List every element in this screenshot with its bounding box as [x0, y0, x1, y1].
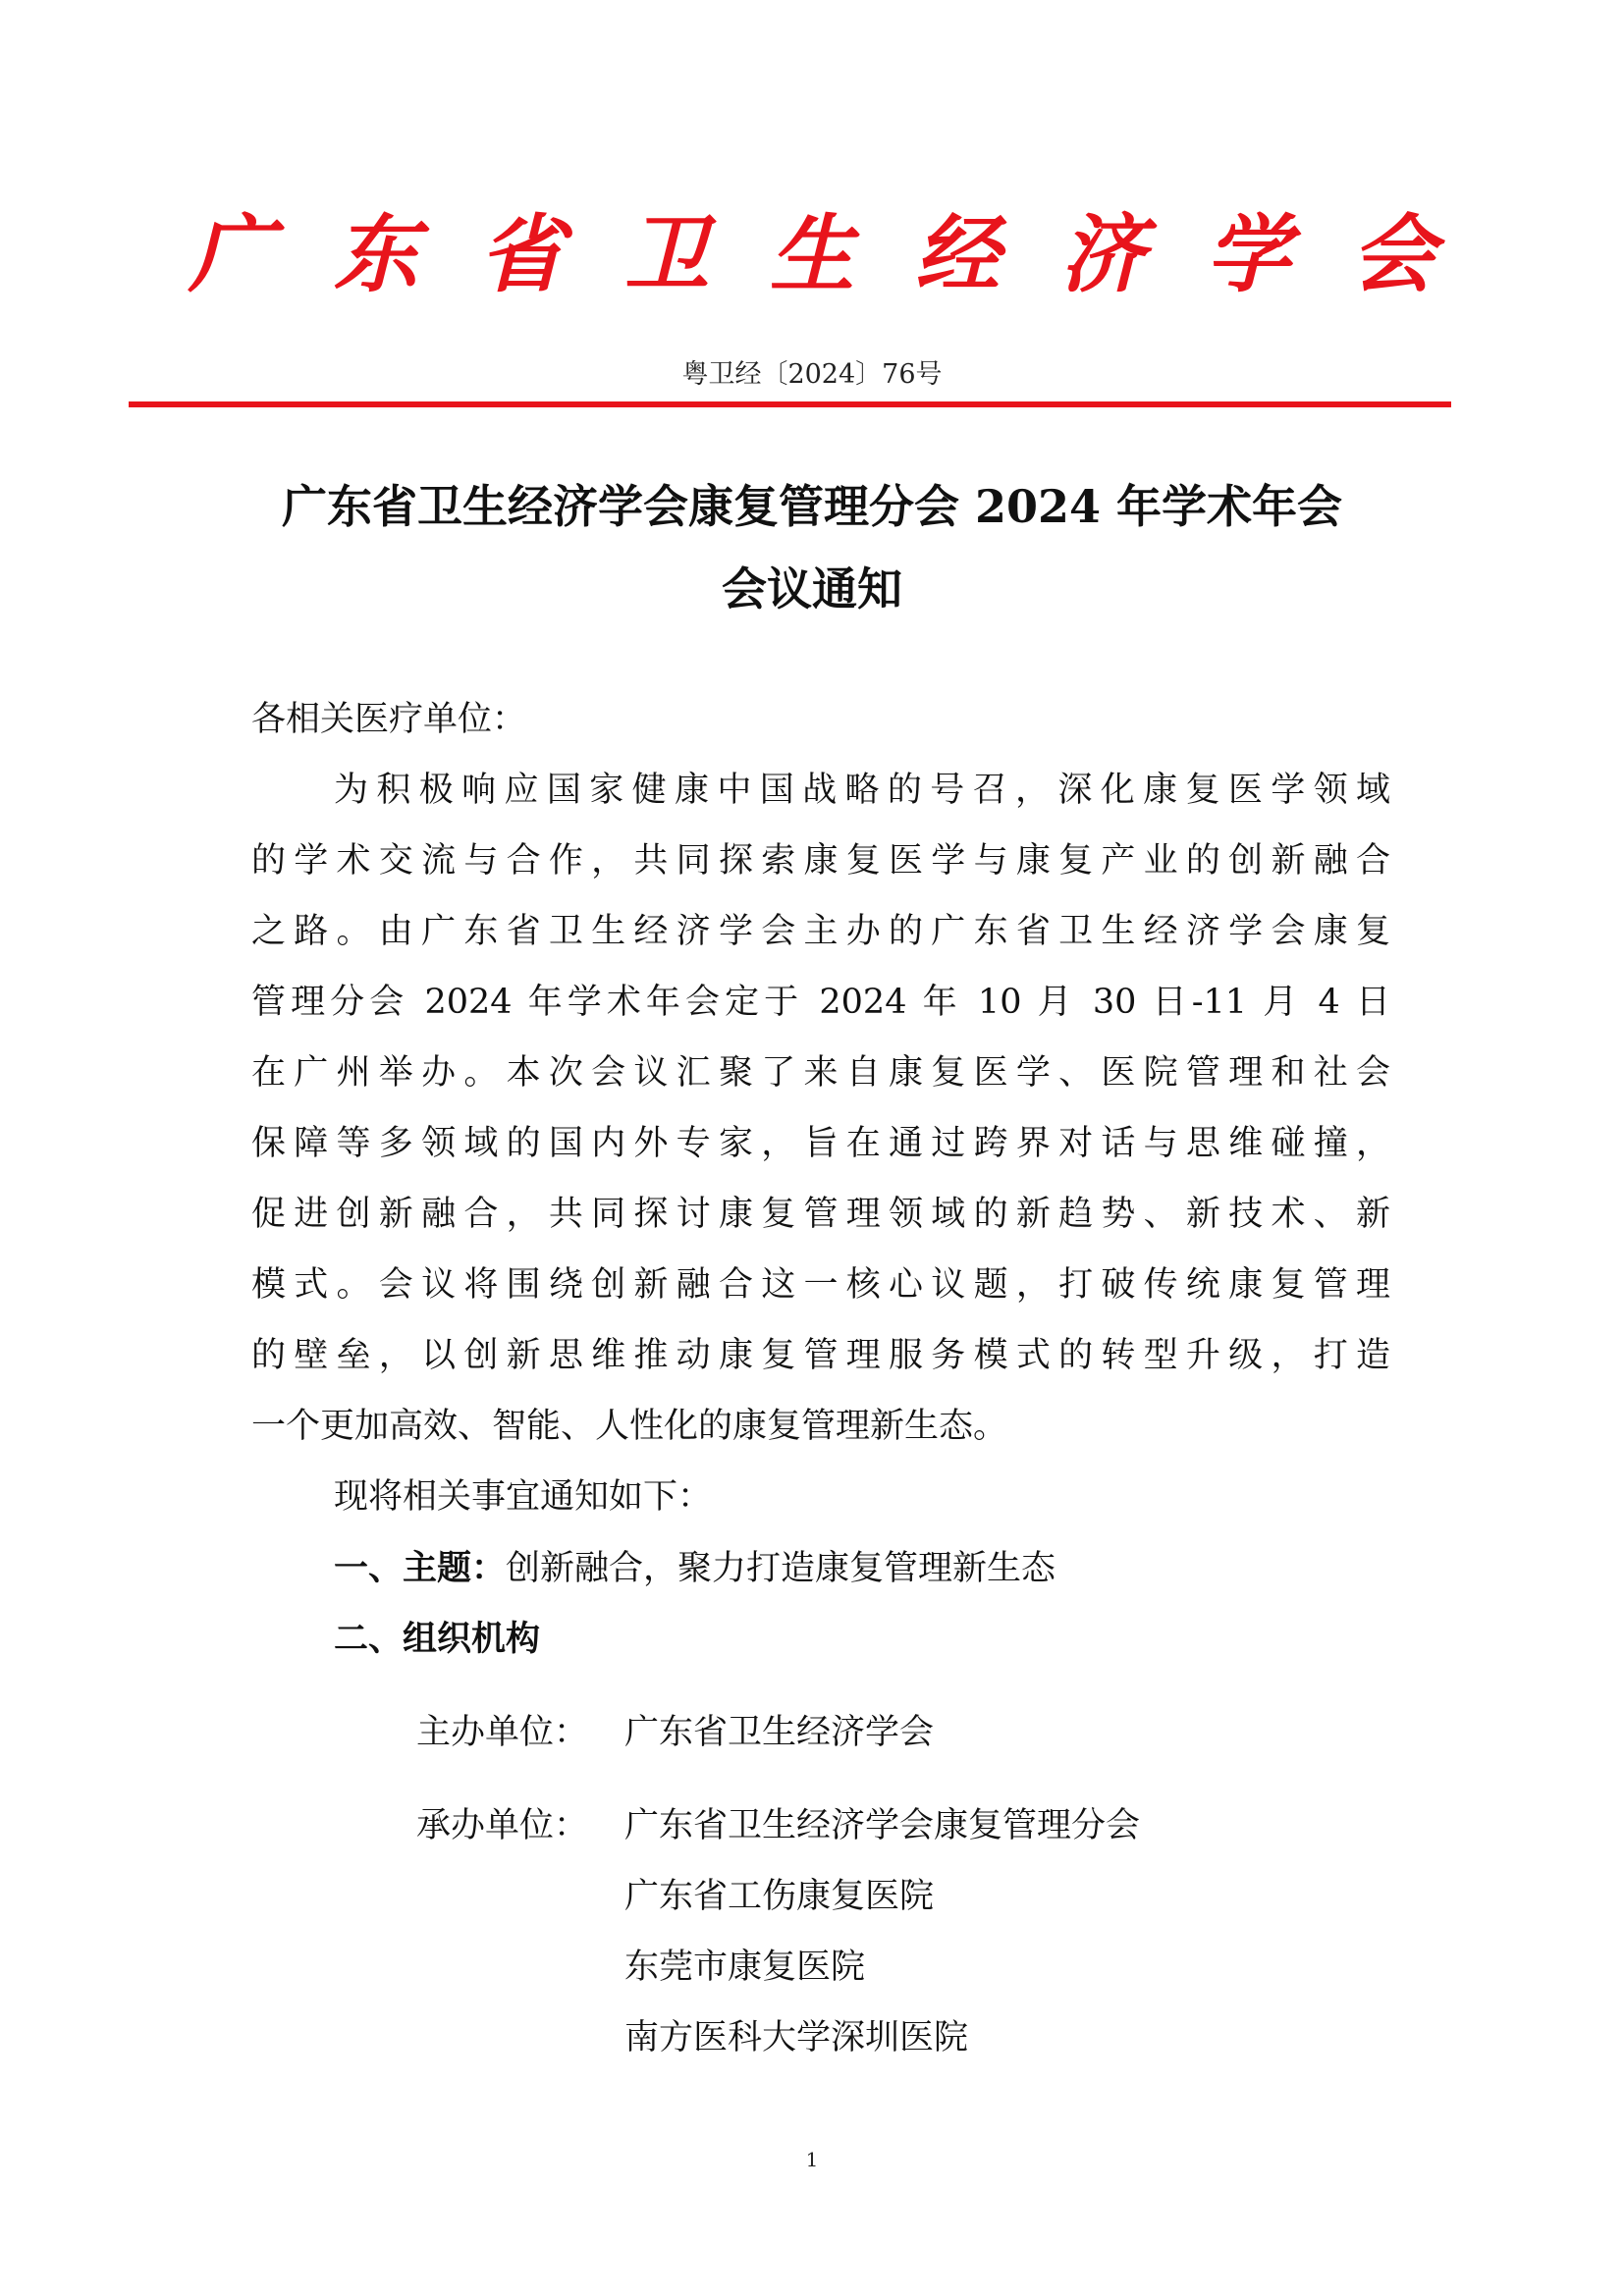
masthead: 广东省卫生经济学会 — [189, 205, 1496, 304]
body-line: 一个更加高效、智能、人性化的康复管理新生态。 — [251, 1407, 1008, 1446]
body-line: 保障等多领域的国内外专家，旨在通过跨界对话与思维碰撞， — [251, 1124, 1390, 1163]
section-1-heading: 一、主题： — [334, 1548, 507, 1588]
page-title-line1: 广东省卫生经济学会康复管理分会 2024 年学术年会 — [281, 480, 1343, 533]
page-title-line2: 会议通知 — [722, 562, 902, 615]
co-organizer-item: 广东省卫生经济学会康复管理分会 — [624, 1806, 1141, 1845]
salutation: 各相关医疗单位： — [251, 700, 527, 739]
organizer-label: 主办单位： — [416, 1713, 589, 1752]
co-organizer-item: 南方医科大学深圳医院 — [624, 2018, 969, 2057]
body-line: 的学术交流与合作，共同探索康复医学与康复产业的创新融合 — [251, 841, 1390, 881]
intro-line: 现将相关事宜通知如下： — [334, 1477, 713, 1517]
document-number: 粤卫经〔2024〕76号 — [681, 359, 943, 390]
co-organizer-label: 承办单位： — [416, 1806, 589, 1845]
section-1-text: 创新融合，聚力打造康复管理新生态 — [506, 1549, 1056, 1588]
body-line: 在广州举办。本次会议汇聚了来自康复医学、医院管理和社会 — [251, 1053, 1390, 1093]
body-line: 促进创新融合，共同探讨康复管理领域的新趋势、新技术、新 — [251, 1195, 1390, 1234]
section-1 — [334, 1544, 1473, 1593]
co-organizer-item: 东莞市康复医院 — [624, 1948, 866, 1987]
organizer-value: 广东省卫生经济学会 — [624, 1713, 935, 1752]
body-line: 管理分会 2024 年学术年会定于 2024 年 10 月 30 日-11 月 4 日 — [251, 983, 1390, 1022]
body-line: 之路。由广东省卫生经济学会主办的广东省卫生经济学会康复 — [251, 912, 1390, 951]
section-2-heading: 二、组织机构 — [334, 1619, 541, 1659]
page-number: 1 — [805, 2148, 819, 2171]
body-line: 的壁垒，以创新思维推动康复管理服务模式的转型升级，打造 — [251, 1336, 1390, 1375]
body-line: 为积极响应国家健康中国战略的号召，深化康复医学领域 — [334, 771, 1390, 810]
body-line: 模式。会议将围绕创新融合这一核心议题，打破传统康复管理 — [251, 1265, 1390, 1305]
co-organizer-item: 广东省工伤康复医院 — [624, 1877, 935, 1916]
red-divider — [129, 401, 1451, 407]
